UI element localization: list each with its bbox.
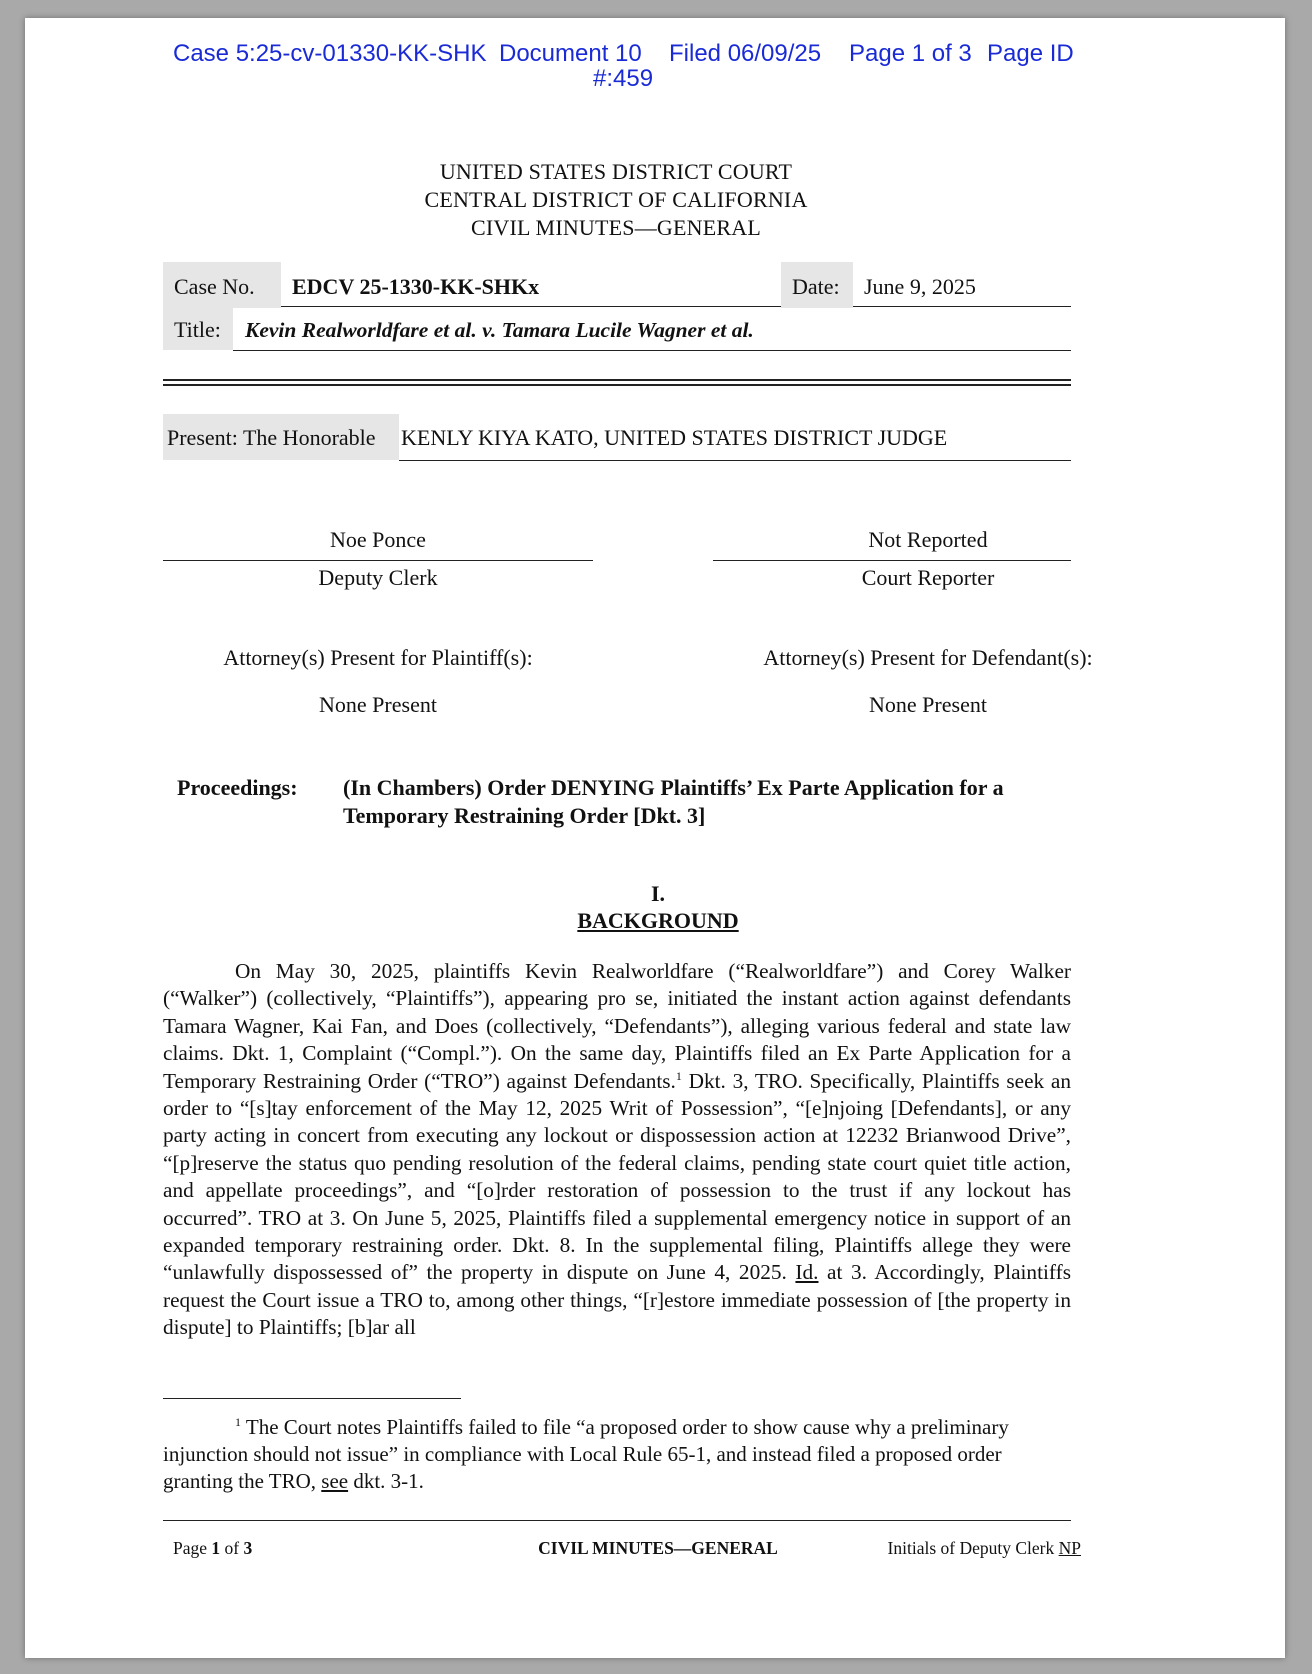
plaintiff-attorney-label: Attorney(s) Present for Plaintiff(s):	[223, 645, 533, 670]
footer-page-current: 1	[211, 1538, 221, 1558]
footnote-part-1: The Court notes Plaintiffs failed to file “a proposed order to show cause why a preliminary injunction should not issue” in compliance with Local Rule 65-1, and instead filed a proposed order granting the TRO,	[163, 1415, 1009, 1493]
paragraph-part-3: at 3. Accordingly, Plaintiffs request the Court issue a TRO to, among other things, “[r]estore immediate possession of [the property in dispute] to Plaintiffs; [b]ar all	[163, 1260, 1072, 1340]
court-name: UNITED STATES DISTRICT COURT	[439, 159, 793, 184]
footer-page-word: Page	[173, 1538, 208, 1558]
footnote-part-2: dkt. 3-1.	[348, 1469, 424, 1493]
footer-rule	[163, 1520, 1071, 1521]
court-district: CENTRAL DISTRICT OF CALIFORNIA	[424, 187, 808, 212]
proceedings-text	[343, 774, 1083, 830]
see-citation: see	[321, 1469, 349, 1493]
section-number: I.	[650, 881, 666, 906]
clerk-role: Deputy Clerk	[318, 565, 438, 590]
case-no-value: EDCV 25-1330-KK-SHKx	[292, 274, 540, 299]
judge-underline	[399, 460, 1071, 461]
stamp-filed-date: Filed 06/09/25	[669, 40, 822, 67]
clerk-underline	[163, 560, 593, 561]
footnote-reference[interactable]: 1	[675, 1068, 682, 1083]
stamp-page-id: Page ID	[987, 40, 1074, 67]
footer-initials	[888, 1538, 1081, 1559]
reporter-underline	[713, 560, 1071, 561]
divider-bottom	[163, 384, 1071, 386]
background-paragraph	[163, 958, 1071, 1342]
footer-page-number	[173, 1538, 252, 1559]
proceedings-line-1: (In Chambers) Order DENYING Plaintiffs’ Ex Parte Application for a	[343, 775, 1004, 800]
defendant-attorney-label: Attorney(s) Present for Defendant(s):	[763, 645, 1093, 670]
footer-of-word: of	[224, 1538, 240, 1558]
footnote-1	[163, 1414, 1071, 1495]
case-no-underline	[281, 306, 781, 307]
title-label: Title:	[163, 308, 233, 350]
proceedings-label: Proceedings:	[177, 775, 298, 800]
title-underline	[233, 350, 1071, 351]
clerk-name: Noe Ponce	[330, 527, 426, 552]
reporter-role: Court Reporter	[861, 565, 995, 590]
date-value: June 9, 2025	[864, 274, 976, 299]
case-title: Kevin Realworldfare et al. v. Tamara Lucile Wagner et al.	[245, 318, 754, 342]
judge-name: KENLY KIYA KATO, UNITED STATES DISTRICT JUDGE	[401, 425, 948, 450]
section-title: BACKGROUND	[577, 908, 739, 933]
minutes-type: CIVIL MINUTES—GENERAL	[471, 215, 761, 240]
defendant-attorney-value: None Present	[869, 692, 987, 717]
case-no-label: Case No.	[163, 262, 281, 308]
footnote-number: 1	[235, 1415, 241, 1429]
divider-top	[163, 379, 1071, 381]
footer-initials-label: Initials of Deputy Clerk	[887, 1538, 1055, 1558]
section-heading	[25, 880, 1291, 934]
stamp-document: Document 10	[499, 40, 642, 67]
court-heading	[25, 158, 1207, 242]
paragraph-part-1: On May 30, 2025, plaintiffs Kevin Realworldfare (“Realworldfare”) and Corey Walker (“Walker”) (collectively, “Plaintiffs”), appearing pro se, initiated the instant action against defendants Tamara Wagner, Kai Fan, and Does (collectively, “Defendants”), alleging various federal and state law claims. Dkt. 1, Complaint (“Compl.”). On the same day, Plaintiffs filed an Ex Parte Application for a Temporary Restraining Order (“TRO”) against Defendants.	[163, 959, 1071, 1093]
document-page	[25, 18, 1285, 1658]
plaintiff-attorney-value: None Present	[319, 692, 437, 717]
proceedings-line-2: Temporary Restraining Order [Dkt. 3]	[343, 803, 706, 828]
date-underline	[853, 306, 1071, 307]
present-label: Present: The Honorable	[163, 414, 399, 460]
stamp-case-number: Case 5:25-cv-01330-KK-SHK	[173, 40, 487, 67]
id-citation: Id.	[795, 1260, 819, 1285]
paragraph-part-2: Dkt. 3, TRO. Specifically, Plaintiffs seek an order to “[s]tay enforcement of the May 12, 2025 Writ of Possession”, “[e]njoing [Defendants], or any party acting in concert from executing any lockout or dispossession action at 12232 Brianwood Drive”, “[p]reserve the status quo pending resolution of the federal claims, pending state court quiet title action, and appellate proceedings”, and “[o]rder restoration of possession to the trust if any lockout has occurred”. TRO at 3. On June 5, 2025, Plaintiffs filed a supplemental emergency notice in support of an expanded temporary restraining order. Dkt. 8. In the supplemental filing, Plaintiffs allege they were “unlawfully dispossessed of” the property in dispute on June 4, 2025.	[163, 1068, 1072, 1285]
date-label: Date:	[781, 262, 853, 308]
reporter-name: Not Reported	[868, 527, 988, 552]
stamp-page: Page 1 of 3	[849, 40, 972, 67]
footer-title: CIVIL MINUTES—GENERAL	[538, 1538, 778, 1558]
footer-page-total: 3	[243, 1538, 253, 1558]
footer-initials-value: NP	[1058, 1538, 1081, 1558]
footnote-separator	[163, 1398, 461, 1399]
stamp-page-id-number: #:459	[593, 65, 654, 92]
